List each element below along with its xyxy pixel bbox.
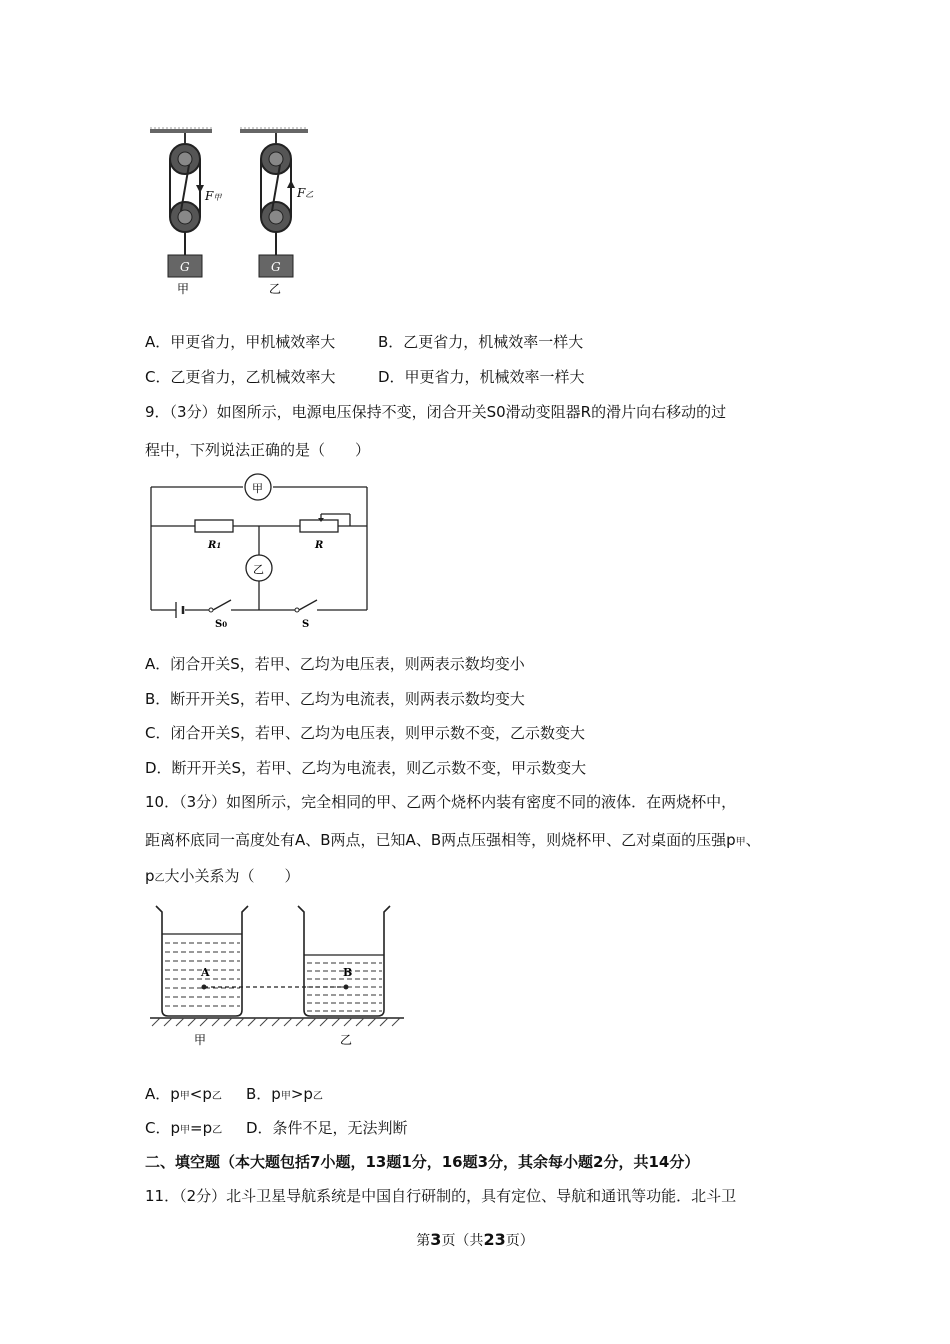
beaker-right: [298, 906, 390, 1016]
q9-option-d: D．断开开关S，若甲、乙均为电流表，则乙示数不变，甲示数变大: [145, 759, 587, 777]
q8-option-c: C．乙更省力，乙机械效率大: [145, 368, 336, 386]
beaker-figure: [148, 898, 408, 1053]
s0-label: S0: [215, 619, 228, 630]
rheostat-r: [300, 520, 338, 532]
page-footer: 第3页（共23页）: [416, 1230, 534, 1249]
page-total: 23: [483, 1230, 506, 1249]
q9-option-c: C．闭合开关S，若甲、乙均为电压表，则甲示数不变，乙示数变大: [145, 724, 585, 742]
beaker-left: [156, 906, 248, 1016]
section-heading: 二、填空题（本大题包括7小题，13题1分，16题3分，其余每小题2分，共14分）: [145, 1153, 700, 1171]
point-a: [202, 985, 207, 990]
s-label: S: [302, 619, 310, 630]
meter-jia-label: 甲: [252, 482, 263, 495]
q9-option-a: A．闭合开关S，若甲、乙均为电压表，则两表示数均变小: [145, 655, 525, 673]
q10-option-a: A．p甲<p乙: [145, 1085, 222, 1103]
q10-option-b: B．p甲>p乙: [246, 1085, 323, 1103]
q9-stem-line2: 程中，下列说法正确的是（ ）: [145, 441, 371, 459]
pulley-figure: [145, 125, 325, 300]
point-b-label: B: [343, 966, 353, 979]
ceiling-left: [150, 128, 212, 133]
q9-stem-line1: 9．（3分）如图所示，电源电压保持不变，闭合开关S0滑动变阻器R的滑片向右移动的过: [145, 403, 727, 421]
q8-option-a: A．甲更省力，甲机械效率大: [145, 333, 336, 351]
force-right-label: F乙: [297, 186, 314, 200]
q10-option-d: D．条件不足，无法判断: [246, 1119, 408, 1137]
q8-option-b: B．乙更省力，机械效率一样大: [378, 333, 584, 351]
resistor-r1: [195, 520, 233, 532]
ceiling-right: [240, 128, 308, 133]
meter-yi-label: 乙: [253, 563, 264, 576]
q11-stem-line1: 11．（2分）北斗卫星导航系统是中国自行研制的，具有定位、导航和通讯等功能．北斗卫: [145, 1187, 737, 1205]
point-b: [344, 985, 349, 990]
beaker-right-caption: 乙: [340, 1033, 353, 1047]
force-left-label: F甲: [205, 189, 222, 203]
weight-left-label: G: [180, 260, 190, 274]
pulley-right-caption: 乙: [269, 282, 282, 296]
q10-stem-line3: p乙大小关系为（ ）: [145, 867, 300, 885]
beaker-left-caption: 甲: [194, 1033, 207, 1047]
circuit-figure: [145, 472, 380, 632]
q10-stem-line1: 10．（3分）如图所示，完全相同的甲、乙两个烧杯内装有密度不同的液体．在两烧杯中，: [145, 793, 737, 811]
point-a-label: A: [201, 966, 210, 979]
r-label: R: [315, 540, 324, 551]
weight-right-label: G: [271, 260, 281, 274]
page-number: 3: [430, 1230, 442, 1249]
r1-label: R1: [208, 540, 222, 551]
pulley-system-right: [259, 133, 295, 277]
q10-stem-line2: 距离杯底同一高度处有A、B两点，已知A、B两点压强相等，则烧杯甲、乙对桌面的压强p甲、: [145, 831, 761, 849]
q10-option-c: C．p甲=p乙: [145, 1119, 223, 1137]
q9-option-b: B．断开开关S，若甲、乙均为电流表，则两表示数均变大: [145, 690, 525, 708]
pulley-system-left: [168, 133, 204, 277]
q8-option-d: D．甲更省力，机械效率一样大: [378, 368, 585, 386]
pulley-left-caption: 甲: [177, 282, 190, 296]
